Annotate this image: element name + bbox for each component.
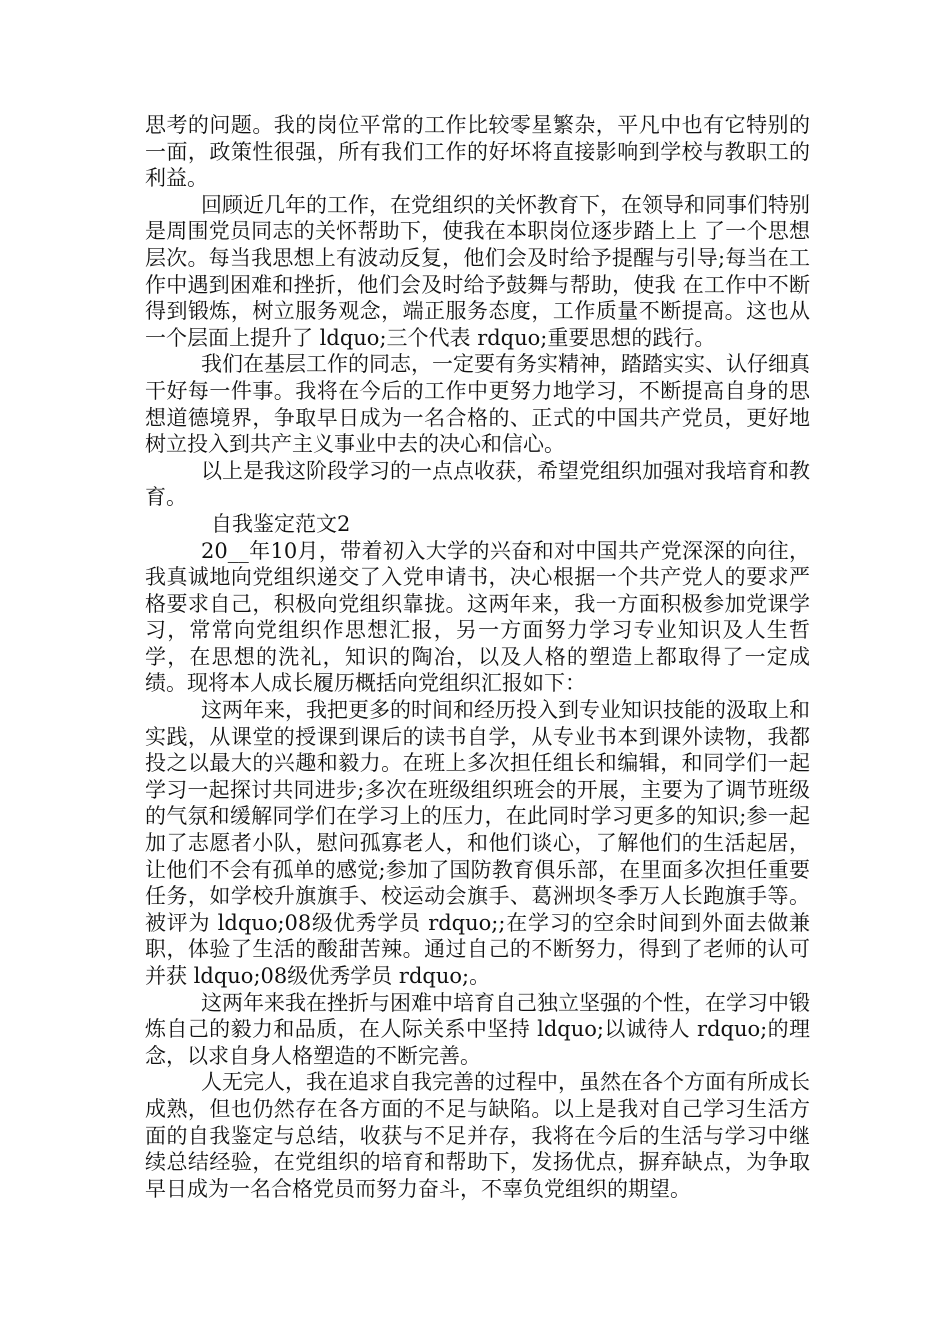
paragraph-application: 20__年10月，带着初入大学的兴奋和对中国共产党深深的向往，我真诚地向党组织递交了入党申请书，决心根据一个共产党人的要求严格要求自己，积极向党组织靠拢。这两年来，我一方面积极参加党课学习，常常向党组织作思想汇报，另一方面努力学习专业知识及人生哲学，在思想的洗礼，知识的陶冶，以及人格的塑造上都取得了一定成绩。现将本人成长履历概括向党组织汇报如下：: [145, 538, 810, 696]
paragraph-two-years-study: 这两年来，我把更多的时间和经历投入到专业知识技能的汲取上和实践，从课堂的授课到课后的读书自学，从专业书本到课外读物，我都投之以最大的兴趣和毅力。在班上多次担任组长和编辑，和同学们一起学习一起探讨共同进步;多次在班级组织班会的开展，主要为了调节班级的气氛和缓解同学们在学习上的压力，在此同时学习更多的知识;参一起加了志愿者小队，慰问孤寡老人，和他们谈心，了解他们的生活起居，让他们不会有孤单的感觉;参加了国防教育俱乐部，在里面多次担任重要任务，如学校升旗旗手、校运动会旗手、葛洲坝冬季万人长跑旗手等。被评为 ldquo;08级优秀学员 rdquo;;在学习的空余时间到外面去做兼职，体验了生活的酸甜苦辣。通过自己的不断努力，得到了老师的认可并获 ldquo;08级优秀学员 rdquo;。: [145, 698, 810, 988]
paragraph-personality: 这两年来我在挫折与困难中培育自己独立坚强的个性，在学习中锻炼自己的毅力和品质，在人际关系中坚持 ldquo;以诚待人 rdquo;的理念，以求自身人格塑造的不断完善。: [145, 990, 810, 1068]
document-page: [145, 112, 810, 1202]
paragraph-self-assessment: 人无完人，我在追求自我完善的过程中，虽然在各个方面有所成长成熟，但也仍然存在各方面的不足与缺陷。以上是我对自己学习生活方面的自我鉴定与总结，收获与不足并存，我将在今后的生活与学习中继续总结经验，在党组织的培育和帮助下，发扬优点，摒弃缺点，为争取早日成为一名合格党员而努力奋斗，不辜负党组织的期望。: [145, 1070, 810, 1201]
section-heading: 自我鉴定范文2: [211, 511, 351, 536]
paragraph-continuation: 思考的问题。我的岗位平常的工作比较零星繁杂，平凡中也有它特别的一面，政策性很强，所有我们工作的好坏将直接影响到学校与教职工的利益。: [145, 113, 810, 191]
paragraph-grassroots-work: 我们在基层工作的同志，一定要有务实精神，踏踏实实、认仔细真干好每一件事。我将在今后的工作中更努力地学习，不断提高自身的思想道德境界，争取早日成为一名合格的、正式的中国共产党员，更好地树立投入到共产主义事业中去的决心和信心。: [145, 352, 810, 457]
paragraph-conclusion-1: 以上是我这阶段学习的一点点收获，希望党组织加强对我培育和教育。: [145, 458, 810, 510]
paragraph-review-work: 回顾近几年的工作，在党组织的关怀教育下，在领导和同事们特别是周围党员同志的关怀帮助下，使我在本职岗位逐步踏上上 了一个思想层次。每当我思想上有波动反复，他们会及时给予提醒与引导;每当在工作中遇到困难和挫折，他们会及时给予鼓舞与帮助，使我 在工作中不断得到锻炼，树立服务观念，端正服务态度，工作质量不断提高。这也从一个层面上提升了 ldquo;三个代表 rdquo;重要思想的践行。: [145, 192, 810, 350]
